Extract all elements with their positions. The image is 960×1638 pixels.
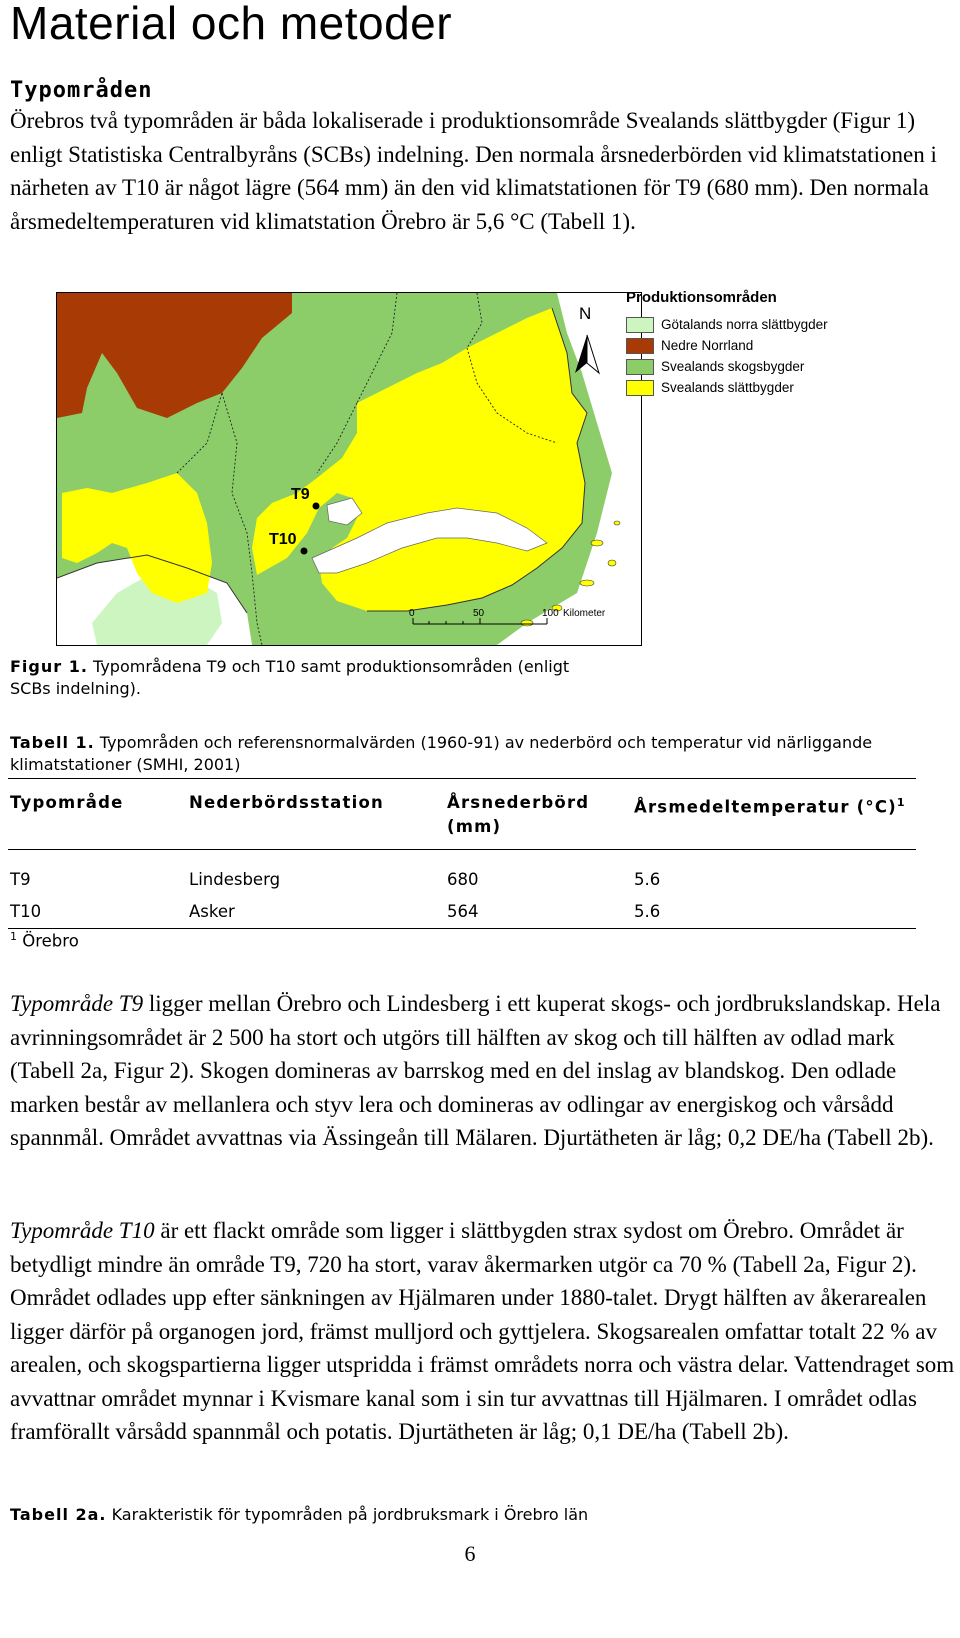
table-footnote — [10, 930, 79, 951]
scale-tick-100: 100 — [542, 608, 559, 619]
figure-caption-text: Typområdena T9 och T10 samt produktionsområden (enligt SCBs indelning). — [10, 657, 570, 698]
legend-label: Svealands skogsbygder — [661, 359, 805, 374]
t10-paragraph-text: är ett flackt område som ligger i slättbygden strax sydost om Örebro. Området är betydligt mindre än område T9, 720 ha stort, varav åkermarken utgör ca 70 % (Tabell 2a, Figur 2). Området odlades upp efter sänkningen av Hjälmaren under 1880-talet. Drygt hälften av åkerarealen ligger därför på organogen jord, främst mulljord och gyttjelera. Skogsarealen omfattar totalt 22 % av arealen, och skogspartierna ligger utspridda i främst områdets norra och västra delar. Vattendraget som avvattnar området mynnar i Kvismare kanal som i sin tur avvattnas till Hjälmaren. I området odlas framförallt vårsådd spannmål och potatis. Djurtätheten är låg; 0,1 DE/ha (Tabell 2b). — [10, 1218, 955, 1444]
t10-map-label: T10 — [269, 531, 297, 548]
page-number: 6 — [464, 1541, 476, 1566]
t9-point-marker — [313, 503, 320, 510]
subsection-heading: Typområden — [10, 78, 153, 103]
legend-item — [626, 377, 828, 398]
legend-label: Nedre Norrland — [661, 338, 754, 353]
legend-item — [626, 356, 828, 377]
table-cell: Asker — [189, 901, 235, 921]
climate-table — [8, 778, 916, 929]
table-caption-label: Tabell 1. — [10, 733, 95, 752]
legend-swatch — [626, 338, 654, 354]
header-footnote-mark: 1 — [896, 796, 906, 809]
table-header-cell: Typområde — [10, 793, 124, 812]
section-heading: Material och metoder — [10, 0, 453, 49]
production-areas-map — [56, 292, 642, 646]
table-row — [8, 896, 916, 929]
legend-swatch — [626, 380, 654, 396]
legend-title: Produktionsområden — [626, 289, 777, 306]
table-cell: 5.6 — [634, 869, 661, 889]
t9-paragraph-text: ligger mellan Örebro och Lindesberg i ett kuperat skogs- och jordbrukslandskap. Hela avrinningsområdet är 2 500 ha stort och utgörs till hälften av skog och till hälften av odlad mark (Tabell 2a, Figur 2). Skogen domineras av barrskog med en del inslag av blandskog. Den odlade marken består av mellanlera och styv lera och domineras av odlingar av energiskog och vårsådd spannmål. Området avvattnas via Ässingeån till Mälaren. Djurtätheten är låg; 0,2 DE/ha (Tabell 2b). — [10, 991, 941, 1150]
legend-item — [626, 335, 828, 356]
legend-item — [626, 314, 828, 335]
table2a-caption-text: Karakteristik för typområden på jordbruksmark i Örebro län — [111, 1505, 589, 1524]
t9-paragraph-lead: Typområde T9 — [10, 991, 144, 1016]
table-header-row — [8, 779, 916, 850]
table2a-caption-label: Tabell 2a. — [10, 1505, 107, 1524]
table-header-cell — [632, 779, 916, 850]
scale-tick-0: 0 — [409, 608, 415, 619]
t9-paragraph — [10, 987, 955, 1155]
table-cell: Lindesberg — [189, 869, 281, 889]
legend-swatch — [626, 359, 654, 375]
north-label: N — [579, 304, 592, 323]
table-header-text: Årsmedeltemperatur (°C) — [634, 797, 897, 817]
table2a-caption — [10, 1504, 910, 1526]
t9-map-label: T9 — [291, 486, 310, 503]
t10-point-marker — [301, 548, 308, 555]
footnote-text: Örebro — [22, 931, 79, 951]
map-graphic — [57, 293, 641, 645]
figure-caption — [10, 656, 590, 700]
figure-caption-label: Figur 1. — [10, 657, 88, 676]
map-legend — [626, 289, 828, 398]
table-header-cell: Nederbördsstation — [189, 793, 384, 812]
scale-tick-50: 50 — [473, 608, 485, 619]
legend-label: Svealands slättbygder — [661, 380, 794, 395]
table-cell: T9 — [10, 869, 31, 889]
table-cell: 564 — [447, 901, 479, 921]
intro-paragraph: Örebros två typområden är båda lokaliserade i produktionsområde Svealands slättbygder (Figur 1) enligt Statistiska Centralbyråns (SCBs) indelning. Den normala årsnederbörden vid klimatstationen i närheten av T10 är något lägre (564 mm) än den vid klimatstationen för T9 (680 mm). Den normala årsmedeltemperaturen vid klimatstation Örebro är 5,6 °C (Tabell 1). — [10, 108, 937, 234]
table-cell: 680 — [447, 869, 479, 889]
footnote-mark: 1 — [10, 930, 17, 943]
table-cell: 5.6 — [634, 901, 661, 921]
legend-label: Götalands norra slättbygder — [661, 317, 828, 332]
table-caption — [10, 732, 910, 776]
table-caption-text: Typområden och referensnormalvärden (1960-91) av nederbörd och temperatur vid närliggande klimatstationer (SMHI, 2001) — [10, 733, 873, 774]
t10-paragraph — [10, 1214, 955, 1449]
t10-paragraph-lead: Typområde T10 — [10, 1218, 155, 1243]
table-header-cell: Årsnederbörd (mm) — [447, 793, 590, 836]
legend-swatch — [626, 317, 654, 333]
table-cell: T10 — [10, 901, 42, 921]
scale-unit: Kilometer — [563, 608, 606, 619]
table-row — [8, 864, 916, 896]
